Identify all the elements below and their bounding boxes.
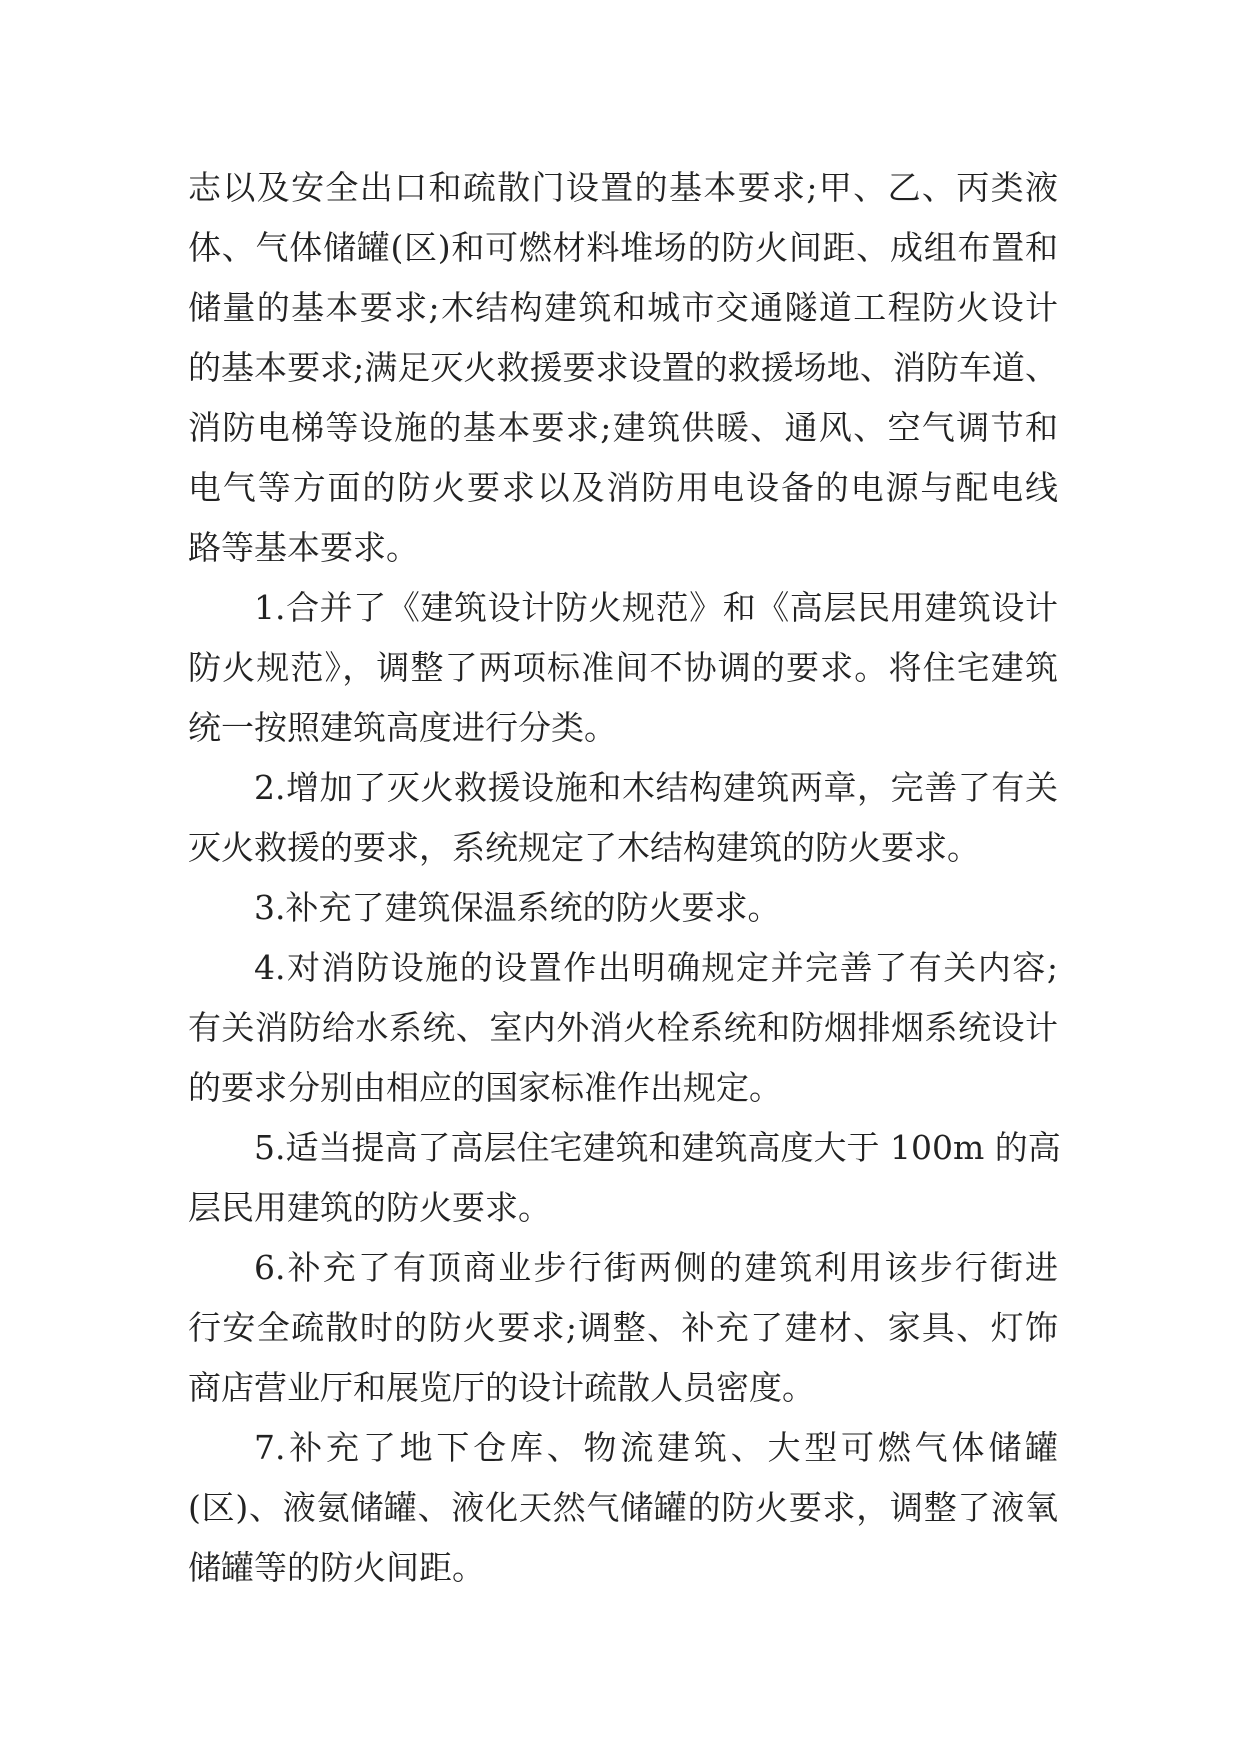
text-line: 行安全疏散时的防火要求;调整、补充了建材、家具、灯饰 [188, 1308, 1058, 1347]
text-line: 储罐等的防火间距。 [188, 1548, 485, 1587]
text-line: 层民用建筑的防火要求。 [188, 1188, 551, 1227]
text-line: 1.合并了《建筑设计防火规范》和《高层民用建筑设计 [254, 588, 1058, 627]
text-line: 路等基本要求。 [188, 528, 419, 567]
paragraph-item-4 [188, 938, 1058, 1118]
text-line: 消防电梯等设施的基本要求;建筑供暖、通风、空气调节和 [188, 408, 1058, 447]
text-line: 统一按照建筑高度进行分类。 [188, 708, 617, 747]
text-line: 商店营业厅和展览厅的设计疏散人员密度。 [188, 1368, 815, 1407]
text-line: 的要求分别由相应的国家标准作出规定。 [188, 1068, 782, 1107]
text-line: 4.对消防设施的设置作出明确规定并完善了有关内容; [254, 948, 1058, 987]
paragraph-item-6 [188, 1238, 1058, 1418]
text-line: 防火规范》，调整了两项标准间不协调的要求。将住宅建筑 [188, 648, 1058, 687]
text-line: 志以及安全出口和疏散门设置的基本要求;甲、乙、丙类液 [188, 168, 1058, 207]
text-line: 5.适当提高了高层住宅建筑和建筑高度大于 100m 的高 [254, 1128, 1061, 1167]
text-line: 体、气体储罐(区)和可燃材料堆场的防火间距、成组布置和 [188, 228, 1058, 267]
text-line: 电气等方面的防火要求以及消防用电设备的电源与配电线 [188, 468, 1058, 507]
text-line: 3.补充了建筑保温系统的防火要求。 [254, 888, 781, 927]
text-line: 6.补充了有顶商业步行街两侧的建筑利用该步行街进 [254, 1248, 1058, 1287]
paragraph-item-7 [188, 1418, 1058, 1598]
paragraph-item-3 [188, 878, 1058, 938]
text-line: 灭火救援的要求，系统规定了木结构建筑的防火要求。 [188, 828, 980, 867]
text-line: (区)、液氨储罐、液化天然气储罐的防火要求，调整了液氧 [188, 1488, 1058, 1527]
paragraph-intro [188, 158, 1058, 578]
text-line: 有关消防给水系统、室内外消火栓系统和防烟排烟系统设计 [188, 1008, 1058, 1047]
text-line: 2.增加了灭火救援设施和木结构建筑两章，完善了有关 [254, 768, 1058, 807]
document-body [188, 158, 1061, 1598]
text-line: 的基本要求;满足灭火救援要求设置的救援场地、消防车道、 [188, 348, 1058, 387]
text-line: 储量的基本要求;木结构建筑和城市交通隧道工程防火设计 [188, 288, 1058, 327]
paragraph-item-5 [188, 1118, 1061, 1238]
text-line: 7.补充了地下仓库、物流建筑、大型可燃气体储罐 [254, 1428, 1058, 1467]
paragraph-item-2 [188, 758, 1058, 878]
paragraph-item-1 [188, 578, 1058, 758]
